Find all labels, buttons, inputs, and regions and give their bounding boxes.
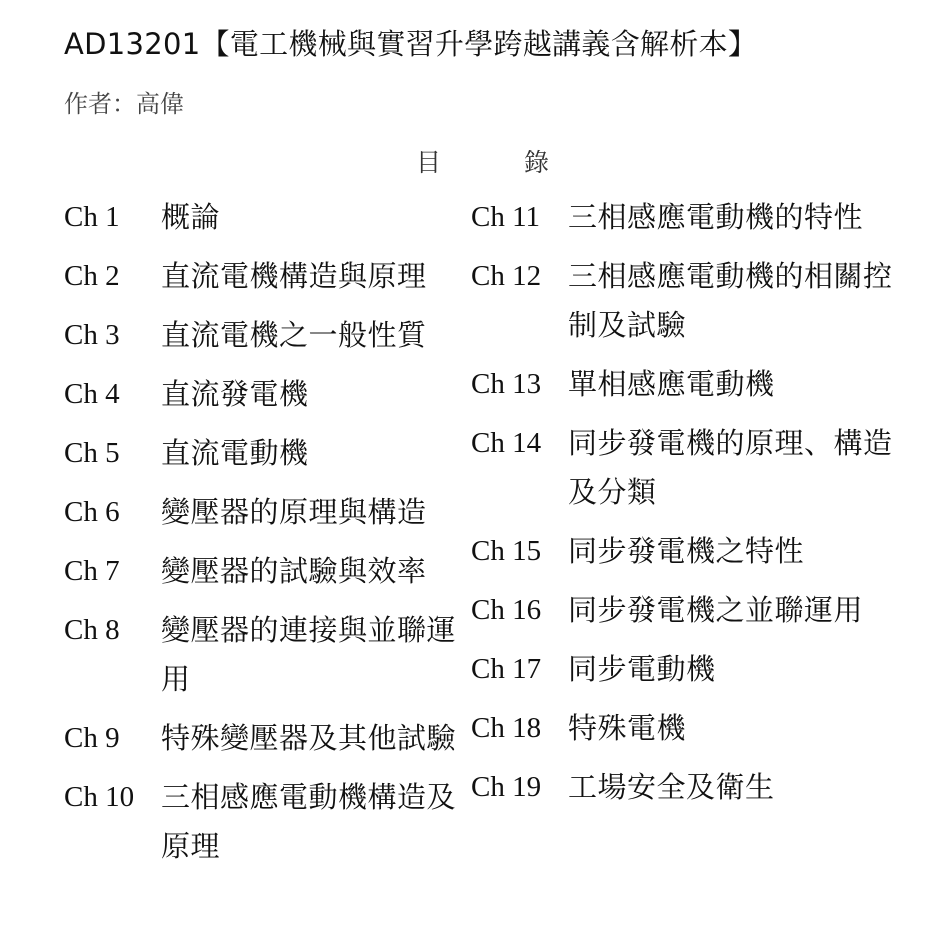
- chapter-number: Ch 3: [64, 319, 120, 351]
- chapter-title: 直流電機構造與原理: [161, 259, 427, 293]
- chapter-number: Ch 14: [471, 427, 542, 459]
- chapter-number: Ch 8: [64, 614, 120, 646]
- author-line: 作者：高偉: [64, 90, 184, 118]
- chapter-title: 直流電動機: [161, 436, 309, 470]
- chapter-number: Ch 18: [471, 712, 542, 744]
- toc-heading-char-2: 錄: [524, 148, 550, 177]
- toc-entry: [64, 370, 472, 419]
- chapter-title: 概論: [161, 200, 221, 234]
- toc-column-right: [471, 193, 911, 822]
- toc-entry: [64, 193, 472, 242]
- chapter-title: 直流電機之一般性質: [161, 318, 427, 352]
- chapter-number: Ch 16: [471, 594, 542, 626]
- toc-entry: [64, 547, 472, 596]
- chapter-title: 直流發電機: [161, 377, 309, 411]
- toc-entry: [64, 252, 472, 301]
- chapter-title: 同步發電機的原理、構造及分類: [568, 426, 893, 509]
- toc-entry: [471, 419, 911, 517]
- chapter-number: Ch 10: [64, 781, 135, 813]
- document-title: AD13201【電工機械與實習升學跨越講義含解析本】: [64, 27, 758, 61]
- chapter-number: Ch 12: [471, 260, 542, 292]
- toc-entry: [471, 193, 911, 242]
- chapter-title: 同步發電機之特性: [568, 534, 805, 568]
- toc-entry: [64, 606, 472, 704]
- toc-entry: [471, 704, 911, 753]
- chapter-number: Ch 1: [64, 201, 120, 233]
- toc-entry: [64, 714, 472, 763]
- chapter-title: 單相感應電動機: [568, 367, 775, 401]
- toc-entry: [471, 645, 911, 694]
- toc-entry: [471, 527, 911, 576]
- chapter-title: 工場安全及衛生: [568, 770, 775, 804]
- chapter-title: 同步電動機: [568, 652, 716, 686]
- toc-entry: [471, 586, 911, 635]
- chapter-title: 三相感應電動機構造及原理: [161, 780, 457, 863]
- toc-entry: [64, 773, 472, 871]
- toc-column-left: [64, 193, 472, 881]
- toc-heading-char-1: 目: [416, 148, 442, 177]
- chapter-number: Ch 5: [64, 437, 120, 469]
- toc-heading: [0, 143, 945, 175]
- chapter-number: Ch 17: [471, 653, 542, 685]
- toc-entry: [471, 360, 911, 409]
- chapter-number: Ch 19: [471, 771, 542, 803]
- chapter-title: 三相感應電動機的特性: [568, 200, 864, 234]
- chapter-number: Ch 13: [471, 368, 542, 400]
- chapter-title: 特殊變壓器及其他試驗: [161, 721, 457, 755]
- toc-entry: [64, 488, 472, 537]
- chapter-number: Ch 9: [64, 722, 120, 754]
- toc-entry: [471, 763, 911, 812]
- chapter-title: 三相感應電動機的相關控制及試驗: [568, 259, 893, 342]
- chapter-number: Ch 4: [64, 378, 120, 410]
- chapter-title: 同步發電機之並聯運用: [568, 593, 864, 627]
- toc-entry: [64, 311, 472, 360]
- chapter-number: Ch 11: [471, 201, 541, 233]
- toc-entry: [64, 429, 472, 478]
- chapter-number: Ch 2: [64, 260, 120, 292]
- chapter-title: 變壓器的試驗與效率: [161, 554, 427, 588]
- chapter-title: 變壓器的原理與構造: [161, 495, 427, 529]
- chapter-number: Ch 7: [64, 555, 120, 587]
- chapter-title: 變壓器的連接與並聯運用: [161, 613, 457, 696]
- chapter-number: Ch 6: [64, 496, 120, 528]
- toc-entry: [471, 252, 911, 350]
- chapter-title: 特殊電機: [568, 711, 687, 745]
- chapter-number: Ch 15: [471, 535, 542, 567]
